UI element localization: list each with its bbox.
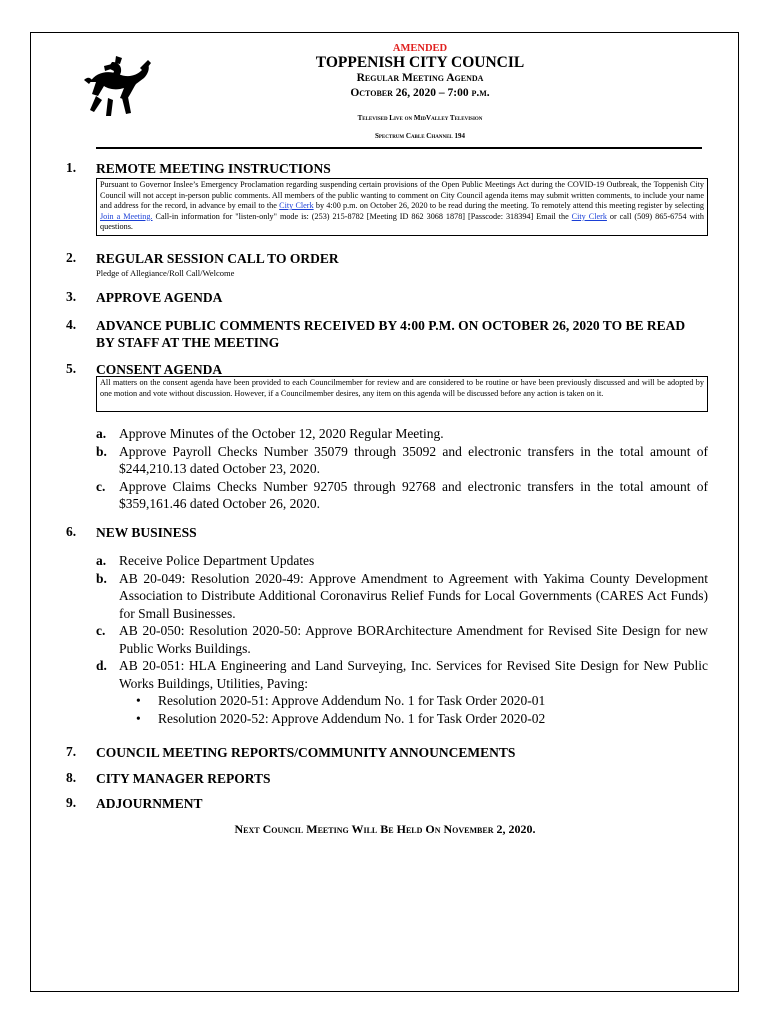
bullet-dot-icon: • xyxy=(136,693,141,708)
next-meeting-note: Next Council Meeting Will Be Held On November 2, 2020. xyxy=(234,822,536,836)
item-number: 8. xyxy=(66,770,77,785)
bullet-text: Resolution 2020-51: Approve Addendum No. 1 for Task Order 2020-01 xyxy=(158,693,546,708)
list-item xyxy=(96,657,708,692)
bullet-item xyxy=(96,710,708,728)
list-text: Approve Payroll Checks Number 35079 through 35092 and electronic transfers in the total amount of $244,210.13 dated October 23, 2020. xyxy=(119,443,708,476)
list-letter: c. xyxy=(96,478,106,494)
item-title-city-manager-reports: CITY MANAGER REPORTS xyxy=(96,771,271,786)
header-divider xyxy=(96,147,702,149)
item-number: 1. xyxy=(66,160,77,175)
item-number: 7. xyxy=(66,744,77,759)
list-text: Approve Claims Checks Number 92705 through 92768 and electronic transfers in the total amount of $359,161.46 dated October 26, 2020. xyxy=(119,478,708,511)
bullet-dot-icon: • xyxy=(136,710,141,726)
amended-label: AMENDED xyxy=(392,43,448,54)
item-number: 9. xyxy=(66,795,77,810)
remote-instructions-box xyxy=(96,178,708,236)
list-text: Receive Police Department Updates xyxy=(119,553,315,568)
list-item xyxy=(96,443,708,478)
agenda-subtitle: Regular Meeting Agenda xyxy=(356,72,484,84)
meeting-date: October 26, 2020 – 7:00 p.m. xyxy=(350,87,490,99)
item-title-remote-meeting: REMOTE MEETING INSTRUCTIONS xyxy=(96,161,331,176)
list-letter: d. xyxy=(96,658,107,673)
item-title-approve-agenda: APPROVE AGENDA xyxy=(96,290,223,305)
pledge-note: Pledge of Allegiance/Roll Call/Welcome xyxy=(96,268,235,278)
item-number: 4. xyxy=(66,317,77,332)
city-clerk-link[interactable]: City Clerk xyxy=(279,201,314,210)
item-title-adjournment: ADJOURNMENT xyxy=(96,796,203,811)
item-title-council-reports: COUNCIL MEETING REPORTS/COMMUNITY ANNOUNCEMENTS xyxy=(96,745,516,760)
join-meeting-link[interactable]: Join a Meeting. xyxy=(100,211,153,221)
list-letter: a. xyxy=(96,426,107,441)
item-title-call-to-order: REGULAR SESSION CALL TO ORDER xyxy=(96,251,339,266)
list-text: AB 20-050: Resolution 2020-50: Approve BORArchitecture Amendment for Revised Site Design for new Public Works Buildings. xyxy=(119,623,708,656)
list-text: Approve Minutes of the October 12, 2020 Regular Meeting. xyxy=(119,426,444,441)
item-title-public-comments: ADVANCE PUBLIC COMMENTS RECEIVED BY 4:00 P.M. ON OCTOBER 26, 2020 TO BE READ BY STAFF AT THE MEETING xyxy=(96,318,686,350)
bullet-text: Resolution 2020-52: Approve Addendum No. 1 for Task Order 2020-02 xyxy=(158,710,546,726)
item-number: 3. xyxy=(66,289,77,304)
televised-line: Televised Live on MidValley Television xyxy=(357,114,483,122)
city-clerk-link-2[interactable]: City Clerk xyxy=(571,211,607,221)
item-title-new-business: NEW BUSINESS xyxy=(96,525,197,540)
remote-text-3: Call-in information for "listen-only" mode is: (253) 215-8782 [Meeting ID 862 3068 1878] [Passcode: 318394] Email the xyxy=(152,211,572,221)
remote-text-1: Pursuant to Governor Inslee’s Emergency Proclamation regarding suspending certain provisions of the Open Public Meetings Act during the COVID-19 Outbreak, the Toppenish City Council will not accept in-person public comments. All members of the public wanting to comment on City Council agenda items may submit written comments, to include your name and address for the record, in advance by email to the xyxy=(100,180,704,210)
list-item xyxy=(96,622,708,657)
bullet-item xyxy=(96,692,708,710)
item-number: 5. xyxy=(66,361,77,376)
list-letter: b. xyxy=(96,570,107,586)
list-letter: b. xyxy=(96,443,107,459)
bucking-horse-rider-icon xyxy=(82,52,154,124)
list-item xyxy=(96,478,708,513)
list-text: AB 20-049: Resolution 2020-49: Approve Amendment to Agreement with Yakima County Development Association to Distribute Additional Coronavirus Relief Funds for Local Governments (CARES Act Funds) for Small Businesses. xyxy=(119,570,708,621)
list-letter: c. xyxy=(96,623,106,638)
list-item xyxy=(96,552,708,570)
council-title: TOPPENISH CITY COUNCIL xyxy=(315,54,525,71)
list-text: AB 20-051: HLA Engineering and Land Surveying, Inc. Services for Revised Site Design for New Public Works Buildings, Utilities, Paving: xyxy=(119,658,708,691)
list-item xyxy=(96,425,708,443)
consent-agenda-box: All matters on the consent agenda have been provided to each Councilmember for review and are considered to be routine or have been previously discussed and will be adopted by one motion and vote without discussion. However, if a Councilmember desires, any item on this agenda will be discussed before any action is taken on it. xyxy=(96,376,708,412)
item-number: 2. xyxy=(66,250,77,265)
new-business-list xyxy=(96,552,708,727)
channel-line: Spectrum Cable Channel 194 xyxy=(374,132,466,140)
remote-text-4: or call (509) 865-6754 with questions. xyxy=(100,211,705,231)
item-title-consent-agenda: CONSENT AGENDA xyxy=(96,362,223,377)
item-number: 6. xyxy=(66,524,77,539)
list-letter: a. xyxy=(96,553,107,568)
consent-agenda-list xyxy=(96,425,708,513)
list-item xyxy=(96,570,708,623)
remote-text-2: by 4:00 p.m. on October 26, 2020 to be read during the meeting. To remotely attend this meeting register by selecting xyxy=(313,201,705,210)
agenda-header xyxy=(230,42,610,143)
